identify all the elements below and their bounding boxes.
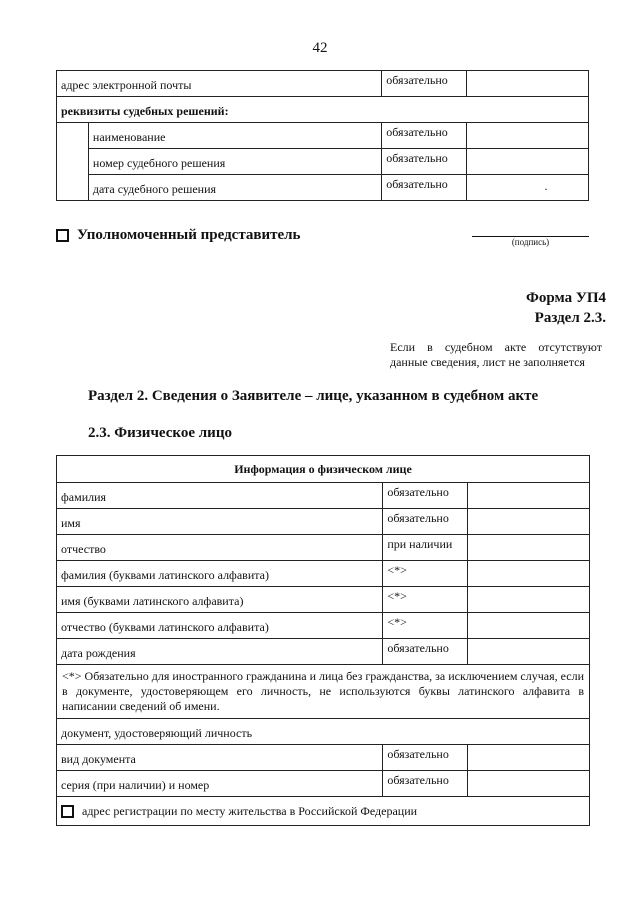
latin-surname-requirement: <*> (383, 561, 468, 587)
stray-mark: · (544, 182, 548, 196)
table-row (57, 71, 589, 97)
decision-name-requirement: обязательно (382, 123, 467, 149)
decision-number-label: номер судебного решения (88, 149, 381, 175)
table-header: Информация о физическом лице (57, 456, 590, 483)
decision-date-label: дата судебного решения (88, 175, 381, 201)
first-name-requirement: обязательно (383, 509, 468, 535)
table-row (57, 175, 589, 201)
table-row (57, 509, 590, 535)
latin-surname-value-cell[interactable] (468, 561, 590, 587)
table-row (57, 149, 589, 175)
latin-first-name-value-cell[interactable] (468, 587, 590, 613)
document-number-requirement: обязательно (383, 771, 468, 797)
form-note: Если в судебном акте отсутствуют данные сведения, лист не заполняется (390, 340, 602, 369)
document-type-value-cell[interactable] (468, 745, 590, 771)
court-decision-table (56, 70, 589, 201)
document-number-label: серия (при наличии) и номер (57, 771, 383, 797)
table-row (57, 745, 590, 771)
document-type-requirement: обязательно (383, 745, 468, 771)
table-row (57, 535, 590, 561)
section-reference: Раздел 2.3. (534, 310, 606, 326)
decision-date-value-cell[interactable] (467, 175, 589, 201)
patronymic-requirement: при наличии (383, 535, 468, 561)
birth-date-value-cell[interactable] (468, 639, 590, 665)
individual-info-table (56, 455, 590, 826)
latin-first-name-label: имя (буквами латинского алфавита) (57, 587, 383, 613)
decision-name-value-cell[interactable] (467, 123, 589, 149)
email-label: адрес электронной почты (57, 71, 382, 97)
email-requirement: обязательно (382, 71, 467, 97)
table-row (57, 123, 589, 149)
surname-requirement: обязательно (383, 483, 468, 509)
table-row (57, 483, 590, 509)
decision-name-label: наименование (88, 123, 381, 149)
latin-patronymic-value-cell[interactable] (468, 613, 590, 639)
table-row (57, 587, 590, 613)
form-title: Форма УП4 (525, 290, 606, 306)
surname-label: фамилия (57, 483, 383, 509)
table-row (57, 97, 589, 123)
page-number: 42 (312, 40, 328, 56)
indent-cell (57, 123, 89, 201)
surname-value-cell[interactable] (468, 483, 590, 509)
registration-address-row (57, 797, 590, 826)
first-name-value-cell[interactable] (468, 509, 590, 535)
latin-first-name-requirement: <*> (383, 587, 468, 613)
signature-label: (подпись) (511, 237, 550, 247)
first-name-label: имя (57, 509, 383, 535)
table-row (57, 639, 590, 665)
representative-checkbox[interactable] (56, 229, 69, 242)
latin-surname-label: фамилия (буквами латинского алфавита) (57, 561, 383, 587)
registration-address-label: адрес регистрации по месту жительства в Российской Федерации (82, 803, 418, 818)
representative-label: Уполномоченный представитель (77, 227, 301, 243)
table-row (57, 613, 590, 639)
patronymic-label: отчество (57, 535, 383, 561)
document-type-label: вид документа (57, 745, 383, 771)
latin-patronymic-requirement: <*> (383, 613, 468, 639)
section-heading: Раздел 2. Сведения о Заявителе – лице, указанном в судебном акте (88, 388, 539, 404)
email-value-cell[interactable] (467, 71, 589, 97)
identity-document-heading: документ, удостоверяющий личность (57, 719, 590, 745)
decision-date-requirement: обязательно (382, 175, 467, 201)
sub-heading: 2.3. Физическое лицо (88, 425, 232, 441)
court-decisions-heading: реквизиты судебных решений: (57, 97, 589, 123)
document-number-value-cell[interactable] (468, 771, 590, 797)
representative-row (56, 227, 301, 244)
patronymic-value-cell[interactable] (468, 535, 590, 561)
decision-number-requirement: обязательно (382, 149, 467, 175)
birth-date-requirement: обязательно (383, 639, 468, 665)
birth-date-label: дата рождения (57, 639, 383, 665)
table-row (57, 561, 590, 587)
table-row (57, 771, 590, 797)
latin-patronymic-label: отчество (буквами латинского алфавита) (57, 613, 383, 639)
decision-number-value-cell[interactable] (467, 149, 589, 175)
registration-address-checkbox[interactable] (61, 805, 74, 818)
latin-footnote: <*> Обязательно для иностранного гражданина и лица без гражданства, за исключением случая, если в документе, удостоверяющем его личность, не используются буквы латинского алфавита в написании сведений об имени. (57, 665, 590, 719)
